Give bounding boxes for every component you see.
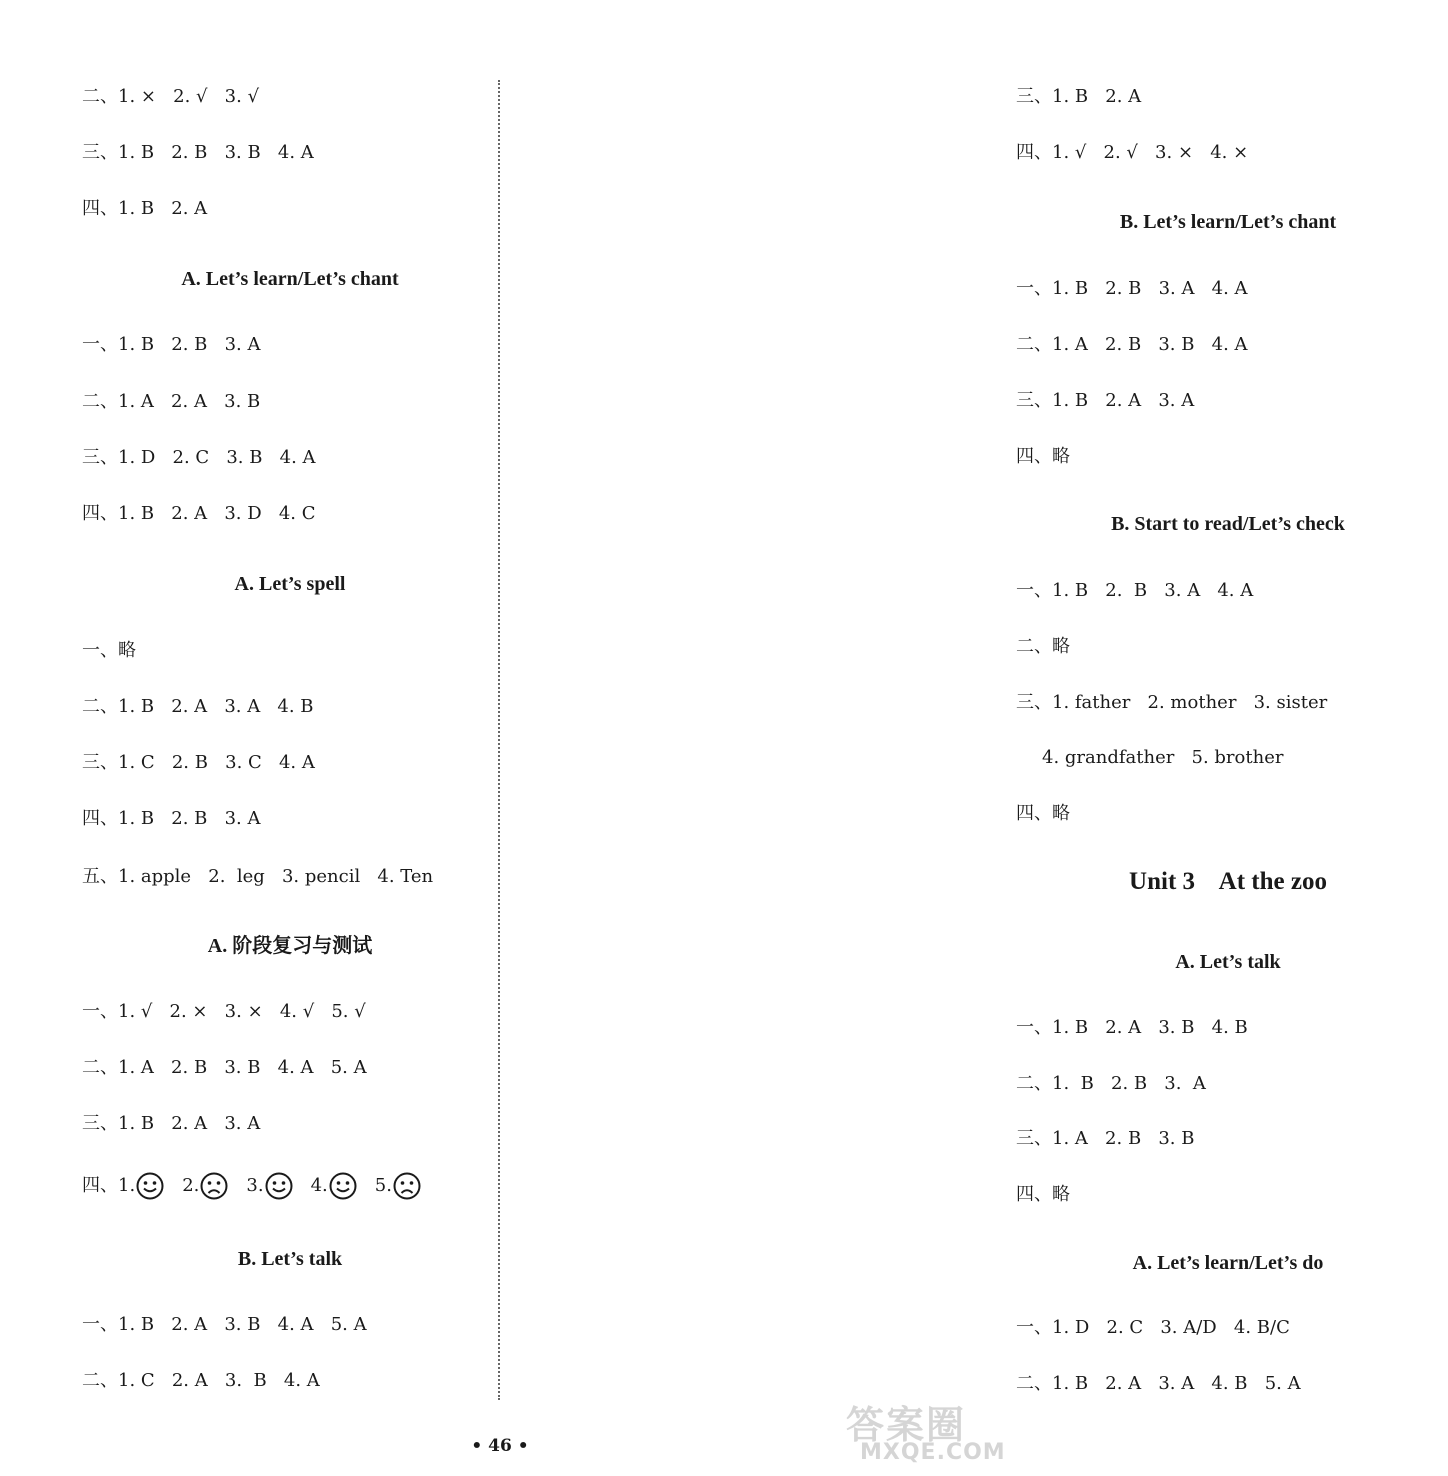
section-heading: A. Let’s talk (1175, 951, 1281, 973)
unit-title: Unit 3 At the zoo (1129, 868, 1327, 895)
answer-line: 二、1. C 2. A 3. B 4. A (82, 1370, 320, 1391)
answer-line: 二、略 (1016, 636, 1070, 657)
answer-line: 一、1. D 2. C 3. A/D 4. B/C (1016, 1317, 1290, 1338)
face-answer-item (246, 1172, 292, 1200)
left-column (0, 0, 500, 1476)
answer-line: 三、1. B 2. A 3. A (1016, 390, 1195, 411)
face-answer-item (375, 1172, 421, 1200)
answer-line: 四、1. √ 2. √ 3. × 4. × (1016, 142, 1249, 163)
section-heading: A. Let’s spell (234, 573, 346, 595)
answer-line: 三、1. B 2. B 3. B 4. A (82, 142, 314, 163)
right-column (500, 0, 1345, 1476)
answer-line: 五、1. apple 2. leg 3. pencil 4. Ten (82, 866, 434, 887)
answer-line: 二、1. A 2. A 3. B (82, 391, 261, 412)
answer-line: 一、1. B 2. B 3. A 4. A (1016, 278, 1248, 299)
happy-face-icon (136, 1172, 164, 1200)
answer-line: 二、1. B 2. A 3. A 4. B 5. A (1016, 1373, 1301, 1394)
answer-line: 4. grandfather 5. brother (1042, 747, 1284, 768)
answer-line: 四、略 (1016, 446, 1070, 467)
section-heading: A. Let’s learn/Let’s do (1132, 1252, 1324, 1274)
answer-line: 三、1. D 2. C 3. B 4. A (82, 447, 316, 468)
answer-line: 三、1. father 2. mother 3. sister (1016, 692, 1328, 713)
item-number: 2. (182, 1175, 200, 1196)
sad-face-icon (393, 1172, 421, 1200)
answer-line: 二、1. A 2. B 3. B 4. A 5. A (82, 1057, 367, 1078)
item-number: 5. (374, 1175, 392, 1196)
watermark-text: 答案圈 (846, 1403, 967, 1447)
face-answer-line (82, 1172, 439, 1200)
answer-line: 一、1. B 2. B 3. A 4. A (1016, 580, 1254, 601)
face-answer-item (118, 1172, 164, 1200)
answer-line: 四、1. B 2. A (82, 198, 208, 219)
face-line-prefix: 四、 (82, 1175, 118, 1196)
section-heading: B. Start to read/Let’s check (1111, 513, 1345, 535)
answer-line: 二、1. B 2. B 3. A (1016, 1073, 1206, 1094)
page-number: • 46 • (471, 1436, 529, 1456)
answer-line: 一、1. B 2. B 3. A (82, 334, 261, 355)
section-heading: B. Let’s learn/Let’s chant (1119, 211, 1337, 233)
face-answer-item (182, 1172, 228, 1200)
answer-line: 一、略 (82, 640, 136, 661)
answer-line: 四、略 (1016, 803, 1070, 824)
answer-line: 二、1. × 2. √ 3. √ (82, 86, 260, 107)
answer-line: 一、1. B 2. A 3. B 4. B (1016, 1017, 1248, 1038)
item-number: 1. (118, 1175, 136, 1196)
answer-line: 三、1. B 2. A 3. A (82, 1113, 261, 1134)
answer-line: 一、1. √ 2. × 3. × 4. √ 5. √ (82, 1001, 366, 1022)
item-number: 4. (310, 1175, 328, 1196)
answer-line: 四、略 (1016, 1184, 1070, 1205)
watermark-url: MXQE.COM (860, 1440, 1006, 1465)
answer-line: 三、1. C 2. B 3. C 4. A (82, 752, 315, 773)
answer-line: 四、1. B 2. A 3. D 4. C (82, 503, 316, 524)
item-number: 3. (246, 1175, 264, 1196)
watermark-logo (846, 1394, 1006, 1472)
section-heading: A. Let’s learn/Let’s chant (181, 268, 399, 290)
answer-line: 四、1. B 2. B 3. A (82, 808, 261, 829)
face-answer-item (311, 1172, 357, 1200)
answer-line: 二、1. A 2. B 3. B 4. A (1016, 334, 1248, 355)
section-heading: A. 阶段复习与测试 (207, 935, 373, 957)
answer-line: 二、1. B 2. A 3. A 4. B (82, 696, 314, 717)
happy-face-icon (265, 1172, 293, 1200)
answer-line: 三、1. A 2. B 3. B (1016, 1128, 1195, 1149)
happy-face-icon (329, 1172, 357, 1200)
answer-line: 三、1. B 2. A (1016, 86, 1142, 107)
sad-face-icon (200, 1172, 228, 1200)
section-heading: B. Let’s talk (237, 1248, 343, 1270)
answer-line: 一、1. B 2. A 3. B 4. A 5. A (82, 1314, 367, 1335)
